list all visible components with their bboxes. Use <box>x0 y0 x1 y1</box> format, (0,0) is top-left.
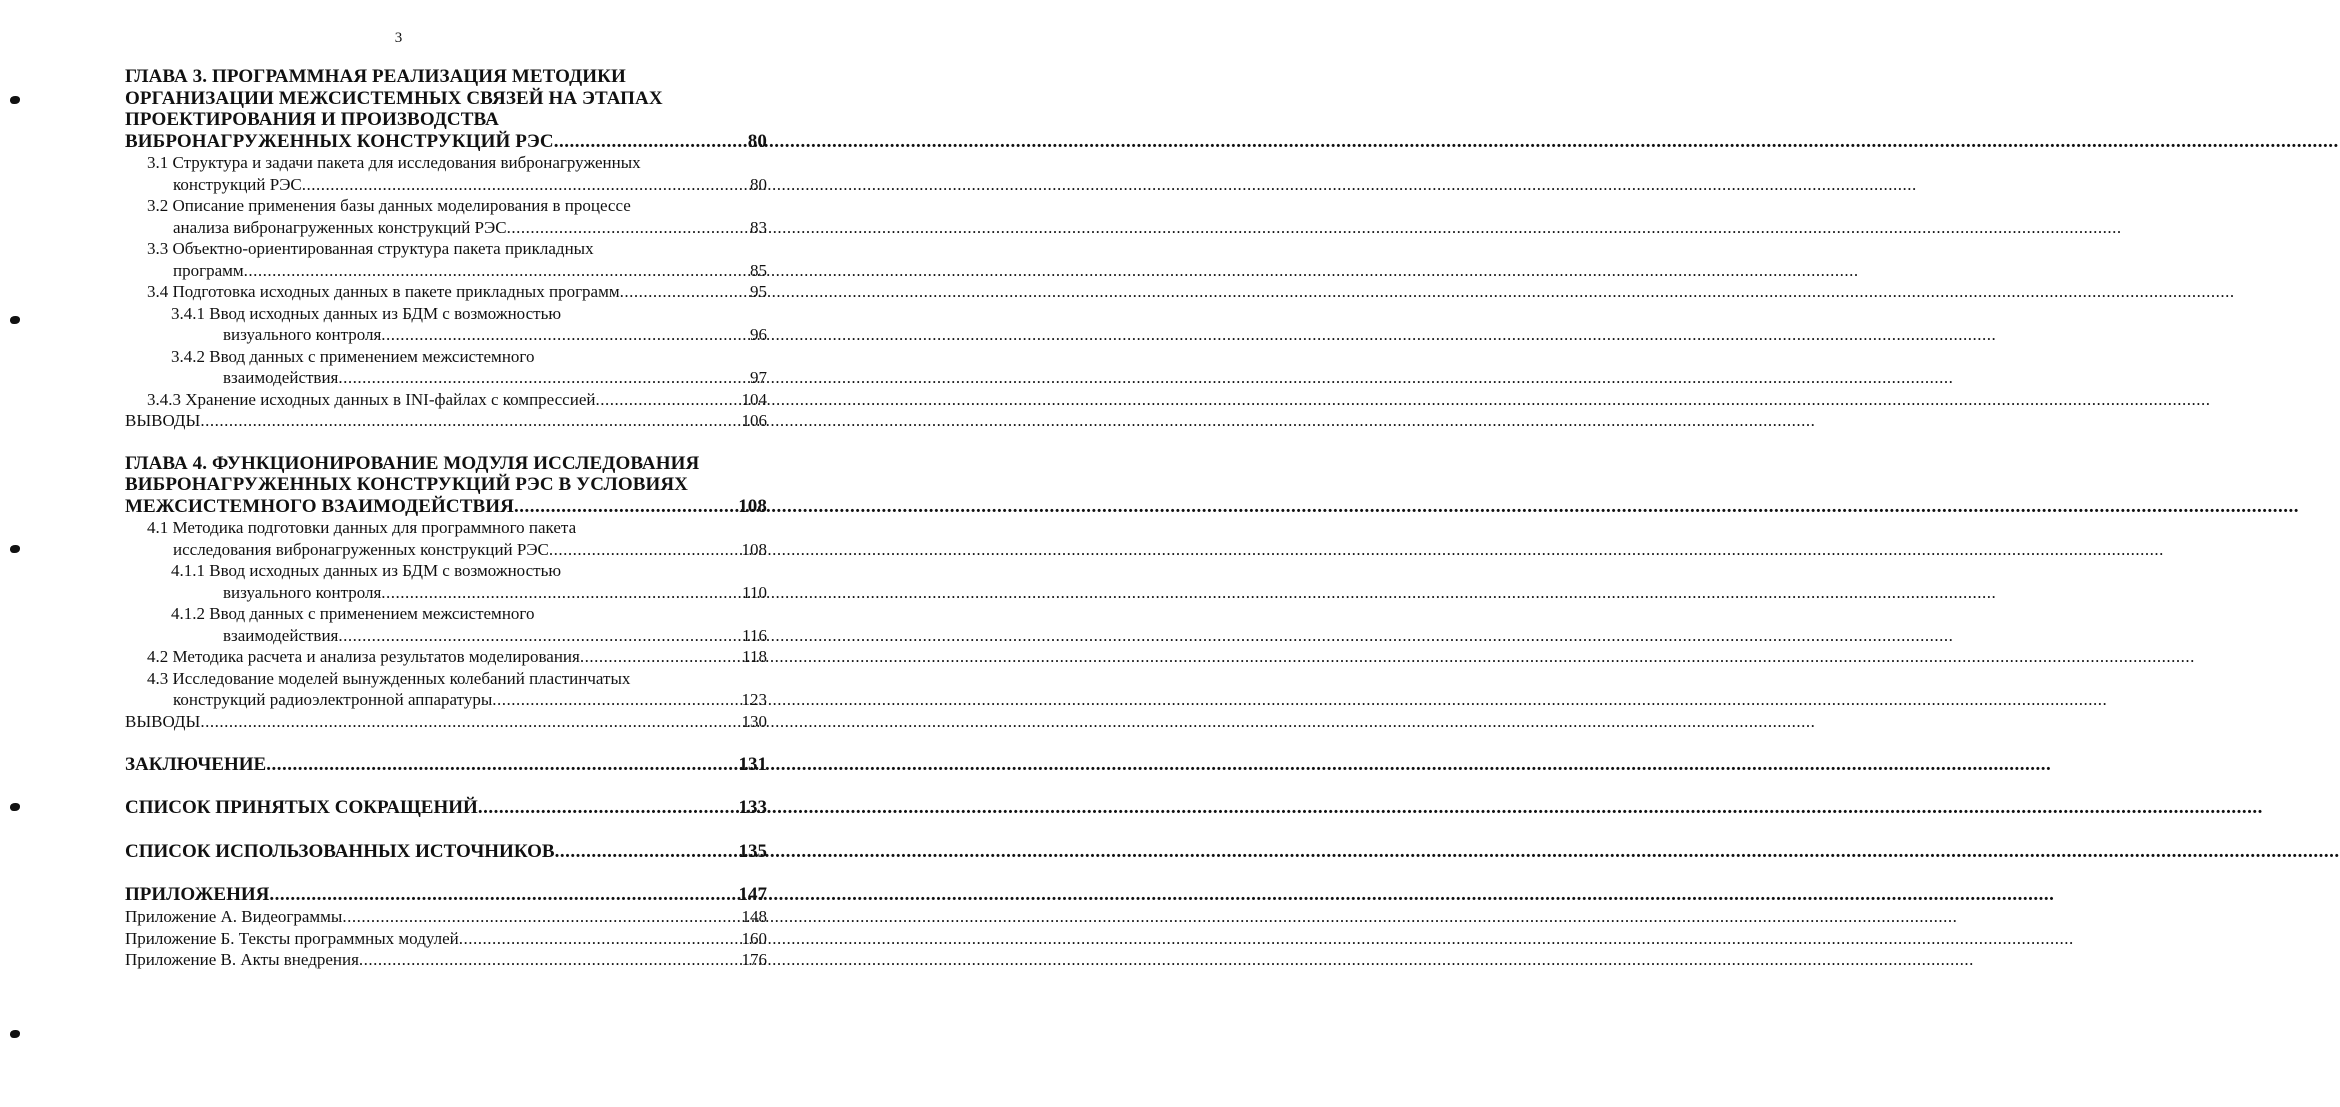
spacer <box>125 776 767 798</box>
entry-text: 3.2 Описание применения базы данных моделирования в процессе <box>147 196 631 215</box>
toc-entry-appendix-c[interactable] <box>125 949 767 971</box>
dot-leader <box>338 625 740 647</box>
page-ref: 104 <box>741 389 767 409</box>
page-ref: 108 <box>741 539 767 559</box>
entry-text: 4.1 Методика подготовки данных для программного пакета <box>147 518 577 537</box>
page-ref: 96 <box>750 325 767 344</box>
dot-leader <box>302 174 748 196</box>
page-number: 3 <box>394 30 403 46</box>
dot-leader <box>492 689 739 711</box>
entry-text: 4.3 Исследование моделей вынужденных колебаний пластинчатых <box>147 668 631 688</box>
toc-entry-references[interactable] <box>125 841 767 863</box>
dot-leader <box>200 410 739 432</box>
entry-text: 4.1.1 Ввод исходных данных из БДМ с возможностью <box>171 561 562 580</box>
entry-text: Приложение Б. Тексты программных модулей <box>125 928 459 948</box>
toc-entry-3-4-2[interactable] <box>125 346 767 389</box>
dot-leader <box>514 496 736 518</box>
entry-text: Приложение А. Видеограммы <box>125 907 343 926</box>
chapter-title-line: ПРОЕКТИРОВАНИЯ И ПРОИЗВОДСТВА <box>125 109 499 130</box>
entry-text: 4.1.2 Ввод данных с применением межсистемного <box>171 604 535 623</box>
entry-text: визуального контроля <box>223 325 382 344</box>
dot-leader <box>595 389 739 411</box>
entry-text: визуального контроля <box>223 582 382 602</box>
page-ref: 110 <box>742 582 767 602</box>
dot-leader <box>580 646 740 668</box>
entry-text: СПИСОК ПРИНЯТЫХ СОКРАЩЕНИЙ <box>125 797 478 818</box>
page-ref: 85 <box>750 260 767 280</box>
spacer <box>125 863 767 885</box>
chapter-title-line: ГЛАВА 4. ФУНКЦИОНИРОВАНИЕ МОДУЛЯ ИССЛЕДОВАНИЯ <box>125 452 700 474</box>
chapter-title-line: ОРГАНИЗАЦИИ МЕЖСИСТЕМНЫХ СВЯЗЕЙ НА ЭТАПАХ <box>125 87 663 109</box>
dot-leader <box>359 949 740 971</box>
entry-text: исследования вибронагруженных конструкций РЭС <box>173 539 549 559</box>
chapter-3-heading[interactable] <box>125 66 767 152</box>
spacer <box>125 432 767 453</box>
margin-punch-mark <box>10 316 20 324</box>
dot-leader <box>342 906 739 928</box>
page-ref: 80 <box>750 174 767 194</box>
dot-leader <box>338 367 748 389</box>
page-ref: 123 <box>741 690 767 709</box>
entry-text: взаимодействия <box>223 625 339 645</box>
table-of-contents <box>125 66 767 971</box>
page-ref: 131 <box>738 753 767 775</box>
dot-leader <box>507 217 748 239</box>
entry-text: 4.2 Методика расчета и анализа результатов моделирования <box>147 647 580 666</box>
toc-entry-conclusion[interactable] <box>125 754 767 776</box>
entry-text: 3.4.1 Ввод исходных данных из БДМ с возможностью <box>171 303 562 323</box>
page-ref: 97 <box>750 368 767 387</box>
dot-leader <box>459 928 740 950</box>
entry-text: конструкций РЭС <box>173 174 302 194</box>
entry-text: анализа вибронагруженных конструкций РЭС <box>173 217 507 237</box>
dot-leader <box>266 754 736 776</box>
toc-entry-3-1[interactable] <box>125 152 767 195</box>
page-ref: 116 <box>742 625 767 645</box>
page-ref: 106 <box>741 411 767 430</box>
entry-text: ВЫВОДЫ <box>125 411 201 430</box>
dot-leader <box>381 582 740 604</box>
margin-punch-mark <box>10 1030 20 1038</box>
entry-text: 3.4.2 Ввод данных с применением межсистемного <box>171 346 535 366</box>
entry-text: программ <box>173 260 244 280</box>
entry-text: СПИСОК ИСПОЛЬЗОВАННЫХ ИСТОЧНИКОВ <box>125 840 555 862</box>
dot-leader <box>381 324 748 346</box>
toc-entry-appendix-b[interactable] <box>125 928 767 950</box>
chapter-title-line: ВИБРОНАГРУЖЕННЫХ КОНСТРУКЦИЙ РЭС В УСЛОВИЯХ <box>125 474 688 495</box>
page-ref: 83 <box>750 217 767 237</box>
entry-text: 3.4.3 Хранение исходных данных в INI-файлах с компрессией <box>147 389 596 409</box>
toc-entry-appendix-a[interactable] <box>125 906 767 928</box>
chapter-title-line: ГЛАВА 3. ПРОГРАММНАЯ РЕАЛИЗАЦИЯ МЕТОДИКИ <box>125 66 626 87</box>
toc-entry-3-4-3[interactable] <box>125 389 767 411</box>
dot-leader <box>200 711 739 733</box>
toc-entry-abbreviations[interactable] <box>125 797 767 819</box>
page-ref: 130 <box>741 711 767 731</box>
page-ref: 133 <box>738 797 767 818</box>
spacer <box>125 819 767 841</box>
entry-text: 3.3 Объектно-ориентированная структура пакета прикладных <box>147 239 594 258</box>
entry-text: ПРИЛОЖЕНИЯ <box>125 884 270 905</box>
page-ref: 95 <box>750 282 767 301</box>
page-ref: 118 <box>742 647 767 666</box>
page-ref: 108 <box>738 495 767 517</box>
toc-entry-chapter-3-conclusions[interactable] <box>125 410 767 432</box>
toc-entry-3-4-1[interactable] <box>125 303 767 346</box>
page-ref: 135 <box>738 840 767 862</box>
page-ref: 80 <box>747 130 767 152</box>
page-ref: 147 <box>738 884 767 905</box>
dot-leader <box>554 131 746 153</box>
dot-leader <box>478 797 737 819</box>
dot-leader <box>620 281 748 303</box>
entry-text: 3.1 Структура и задачи пакета для исследования вибронагруженных <box>147 153 641 172</box>
dot-leader <box>269 884 736 906</box>
chapter-title-line: ВИБРОНАГРУЖЕННЫХ КОНСТРУКЦИЙ РЭС <box>125 130 554 152</box>
spacer <box>125 732 767 754</box>
toc-entry-4-2[interactable] <box>125 646 767 668</box>
dot-leader <box>549 539 740 561</box>
toc-entry-appendices[interactable] <box>125 884 767 906</box>
margin-punch-mark <box>10 96 20 104</box>
entry-text: взаимодействия <box>223 368 339 387</box>
margin-punch-mark <box>10 803 20 811</box>
dot-leader <box>244 260 748 282</box>
toc-entry-4-1[interactable] <box>125 517 767 560</box>
toc-entry-3-4[interactable] <box>125 281 767 303</box>
entry-text: конструкций радиоэлектронной аппаратуры <box>173 690 493 709</box>
page-ref: 148 <box>741 907 767 926</box>
toc-entry-4-1-2[interactable] <box>125 603 767 646</box>
toc-entry-chapter-4-conclusions[interactable] <box>125 711 767 733</box>
page-ref: 160 <box>741 928 767 948</box>
page-ref: 176 <box>741 950 767 969</box>
chapter-4-heading[interactable] <box>125 453 767 518</box>
chapter-title-line: МЕЖСИСТЕМНОГО ВЗАИМОДЕЙСТВИЯ <box>125 495 514 517</box>
entry-text: ВЫВОДЫ <box>125 711 201 731</box>
toc-entry-4-1-1[interactable] <box>125 560 767 603</box>
entry-text: 3.4 Подготовка исходных данных в пакете прикладных программ <box>147 282 620 301</box>
toc-entry-3-2[interactable] <box>125 195 767 238</box>
toc-entry-4-3[interactable] <box>125 668 767 711</box>
dot-leader <box>555 841 737 863</box>
entry-text: Приложение В. Акты внедрения <box>125 950 359 969</box>
margin-punch-mark <box>10 545 20 553</box>
toc-entry-3-3[interactable] <box>125 238 767 281</box>
entry-text: ЗАКЛЮЧЕНИЕ <box>125 753 267 775</box>
